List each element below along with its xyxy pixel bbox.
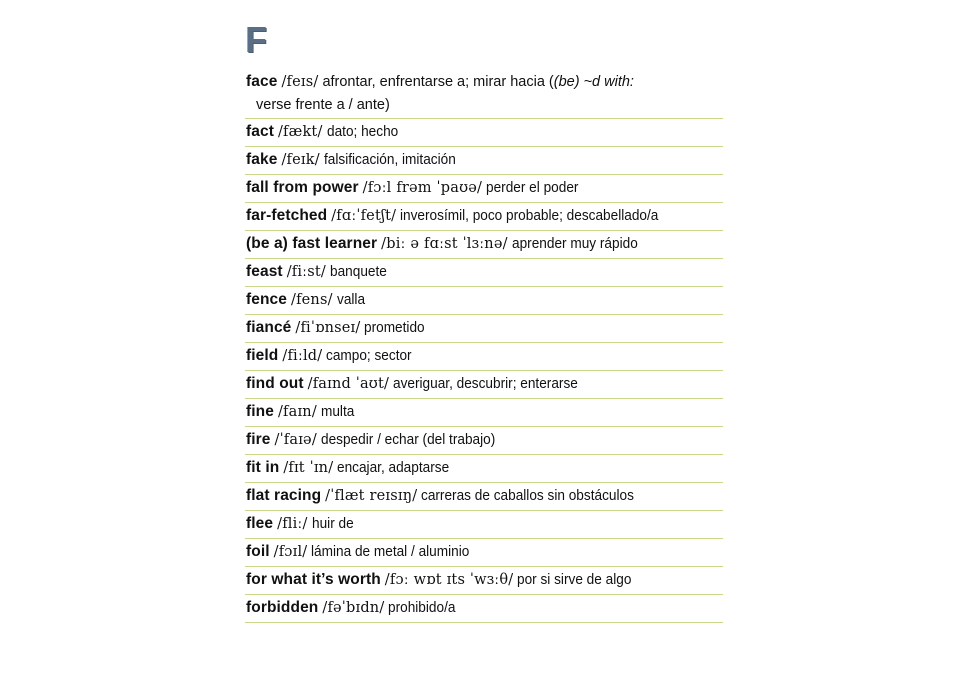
glossary-entry — [245, 203, 723, 231]
pronunciation: /fækt/ — [277, 124, 323, 140]
headword: feast — [246, 263, 283, 280]
definition-text: afrontar, enfrentarse a; mirar hacia ( — [322, 74, 554, 90]
glossary-entry — [245, 315, 723, 343]
section-letter: F — [245, 19, 267, 60]
definition: despedir / echar (del trabajo) — [320, 432, 496, 448]
pronunciation: /fɔɪl/ — [273, 544, 308, 560]
definition: banquete — [330, 264, 387, 280]
headword: for what it’s worth — [246, 571, 381, 588]
glossary-entry — [245, 539, 723, 567]
pronunciation: /fens/ — [291, 292, 333, 308]
glossary-entry — [245, 69, 723, 119]
pronunciation: /fɪt ˈɪn/ — [283, 460, 334, 476]
headword: foil — [246, 543, 270, 560]
pronunciation: /faɪnd ˈaʊt/ — [307, 376, 390, 392]
pronunciation: /fiːld/ — [282, 348, 323, 364]
headword: fiancé — [246, 319, 292, 336]
headword: fence — [246, 291, 287, 308]
headword: far-fetched — [246, 207, 328, 224]
glossary-entry — [245, 371, 723, 399]
headword: fine — [246, 403, 274, 420]
definition: por si sirve de algo — [517, 572, 632, 588]
pronunciation: /fliː/ — [277, 516, 308, 532]
definition: aprender muy rápido — [511, 236, 638, 252]
pronunciation: /fiːst/ — [286, 264, 327, 280]
glossary-entry — [245, 399, 723, 427]
glossary-entry — [245, 483, 723, 511]
glossary-entry — [245, 287, 723, 315]
pronunciation: /faɪn/ — [277, 404, 317, 420]
headword: fact — [246, 123, 274, 140]
pronunciation: /fɔː wɒt ɪts ˈwɜːθ/ — [384, 572, 514, 588]
headword: flat racing — [246, 487, 322, 504]
definition: falsificación, imitación — [323, 152, 456, 168]
definition — [322, 74, 634, 90]
glossary-entry — [245, 259, 723, 287]
definition: multa — [320, 404, 355, 420]
headword: fake — [246, 151, 278, 168]
definition: dato; hecho — [326, 124, 398, 140]
definition: encajar, adaptarse — [337, 460, 450, 476]
glossary-entry — [245, 343, 723, 371]
headword: fit in — [246, 459, 280, 476]
glossary-entry — [245, 119, 723, 147]
glossary-entry — [245, 147, 723, 175]
definition: lámina de metal / aluminio — [311, 544, 470, 560]
headword: find out — [246, 375, 304, 392]
glossary-list — [245, 69, 723, 623]
headword: (be a) fast learner — [246, 235, 378, 252]
definition: averiguar, descubrir; enterarse — [393, 376, 578, 392]
definition: campo; sector — [326, 348, 412, 364]
headword: face — [246, 73, 278, 90]
pronunciation: /feɪs/ — [281, 74, 319, 90]
definition: valla — [336, 292, 365, 308]
glossary-entry — [245, 231, 723, 259]
glossary-entry — [245, 595, 723, 623]
headword: flee — [246, 515, 274, 532]
pronunciation: /biː ə fɑːst ˈlɜːnə/ — [381, 236, 508, 252]
idiom: (be) ~d with: — [553, 74, 634, 90]
definition: perder el poder — [486, 180, 579, 196]
pronunciation: /fiˈɒnseɪ/ — [295, 320, 361, 336]
glossary-entry — [245, 511, 723, 539]
glossary-entry — [245, 567, 723, 595]
glossary-entry — [245, 175, 723, 203]
definition-continuation: verse frente a / ante) — [256, 97, 390, 113]
pronunciation: /fəˈbɪdn/ — [322, 600, 385, 616]
glossary-entry — [245, 455, 723, 483]
pronunciation: /ˈfaɪə/ — [274, 432, 317, 448]
pronunciation: /fɔːl frəm ˈpaʊə/ — [362, 180, 483, 196]
definition: huir de — [311, 516, 354, 532]
definition: prohibido/a — [388, 600, 456, 616]
pronunciation: /fɑːˈfetʃt/ — [331, 208, 397, 224]
definition: prometido — [364, 320, 426, 336]
headword: field — [246, 347, 279, 364]
definition: inverosímil, poco probable; descabellado/a — [400, 208, 659, 224]
definition: carreras de caballos sin obstáculos — [421, 488, 635, 504]
pronunciation: /feɪk/ — [281, 152, 320, 168]
headword: fall from power — [246, 179, 359, 196]
headword: fire — [246, 431, 271, 448]
headword: forbidden — [246, 599, 319, 616]
glossary-entry — [245, 427, 723, 455]
pronunciation: /ˈflæt reɪsɪŋ/ — [325, 488, 418, 504]
